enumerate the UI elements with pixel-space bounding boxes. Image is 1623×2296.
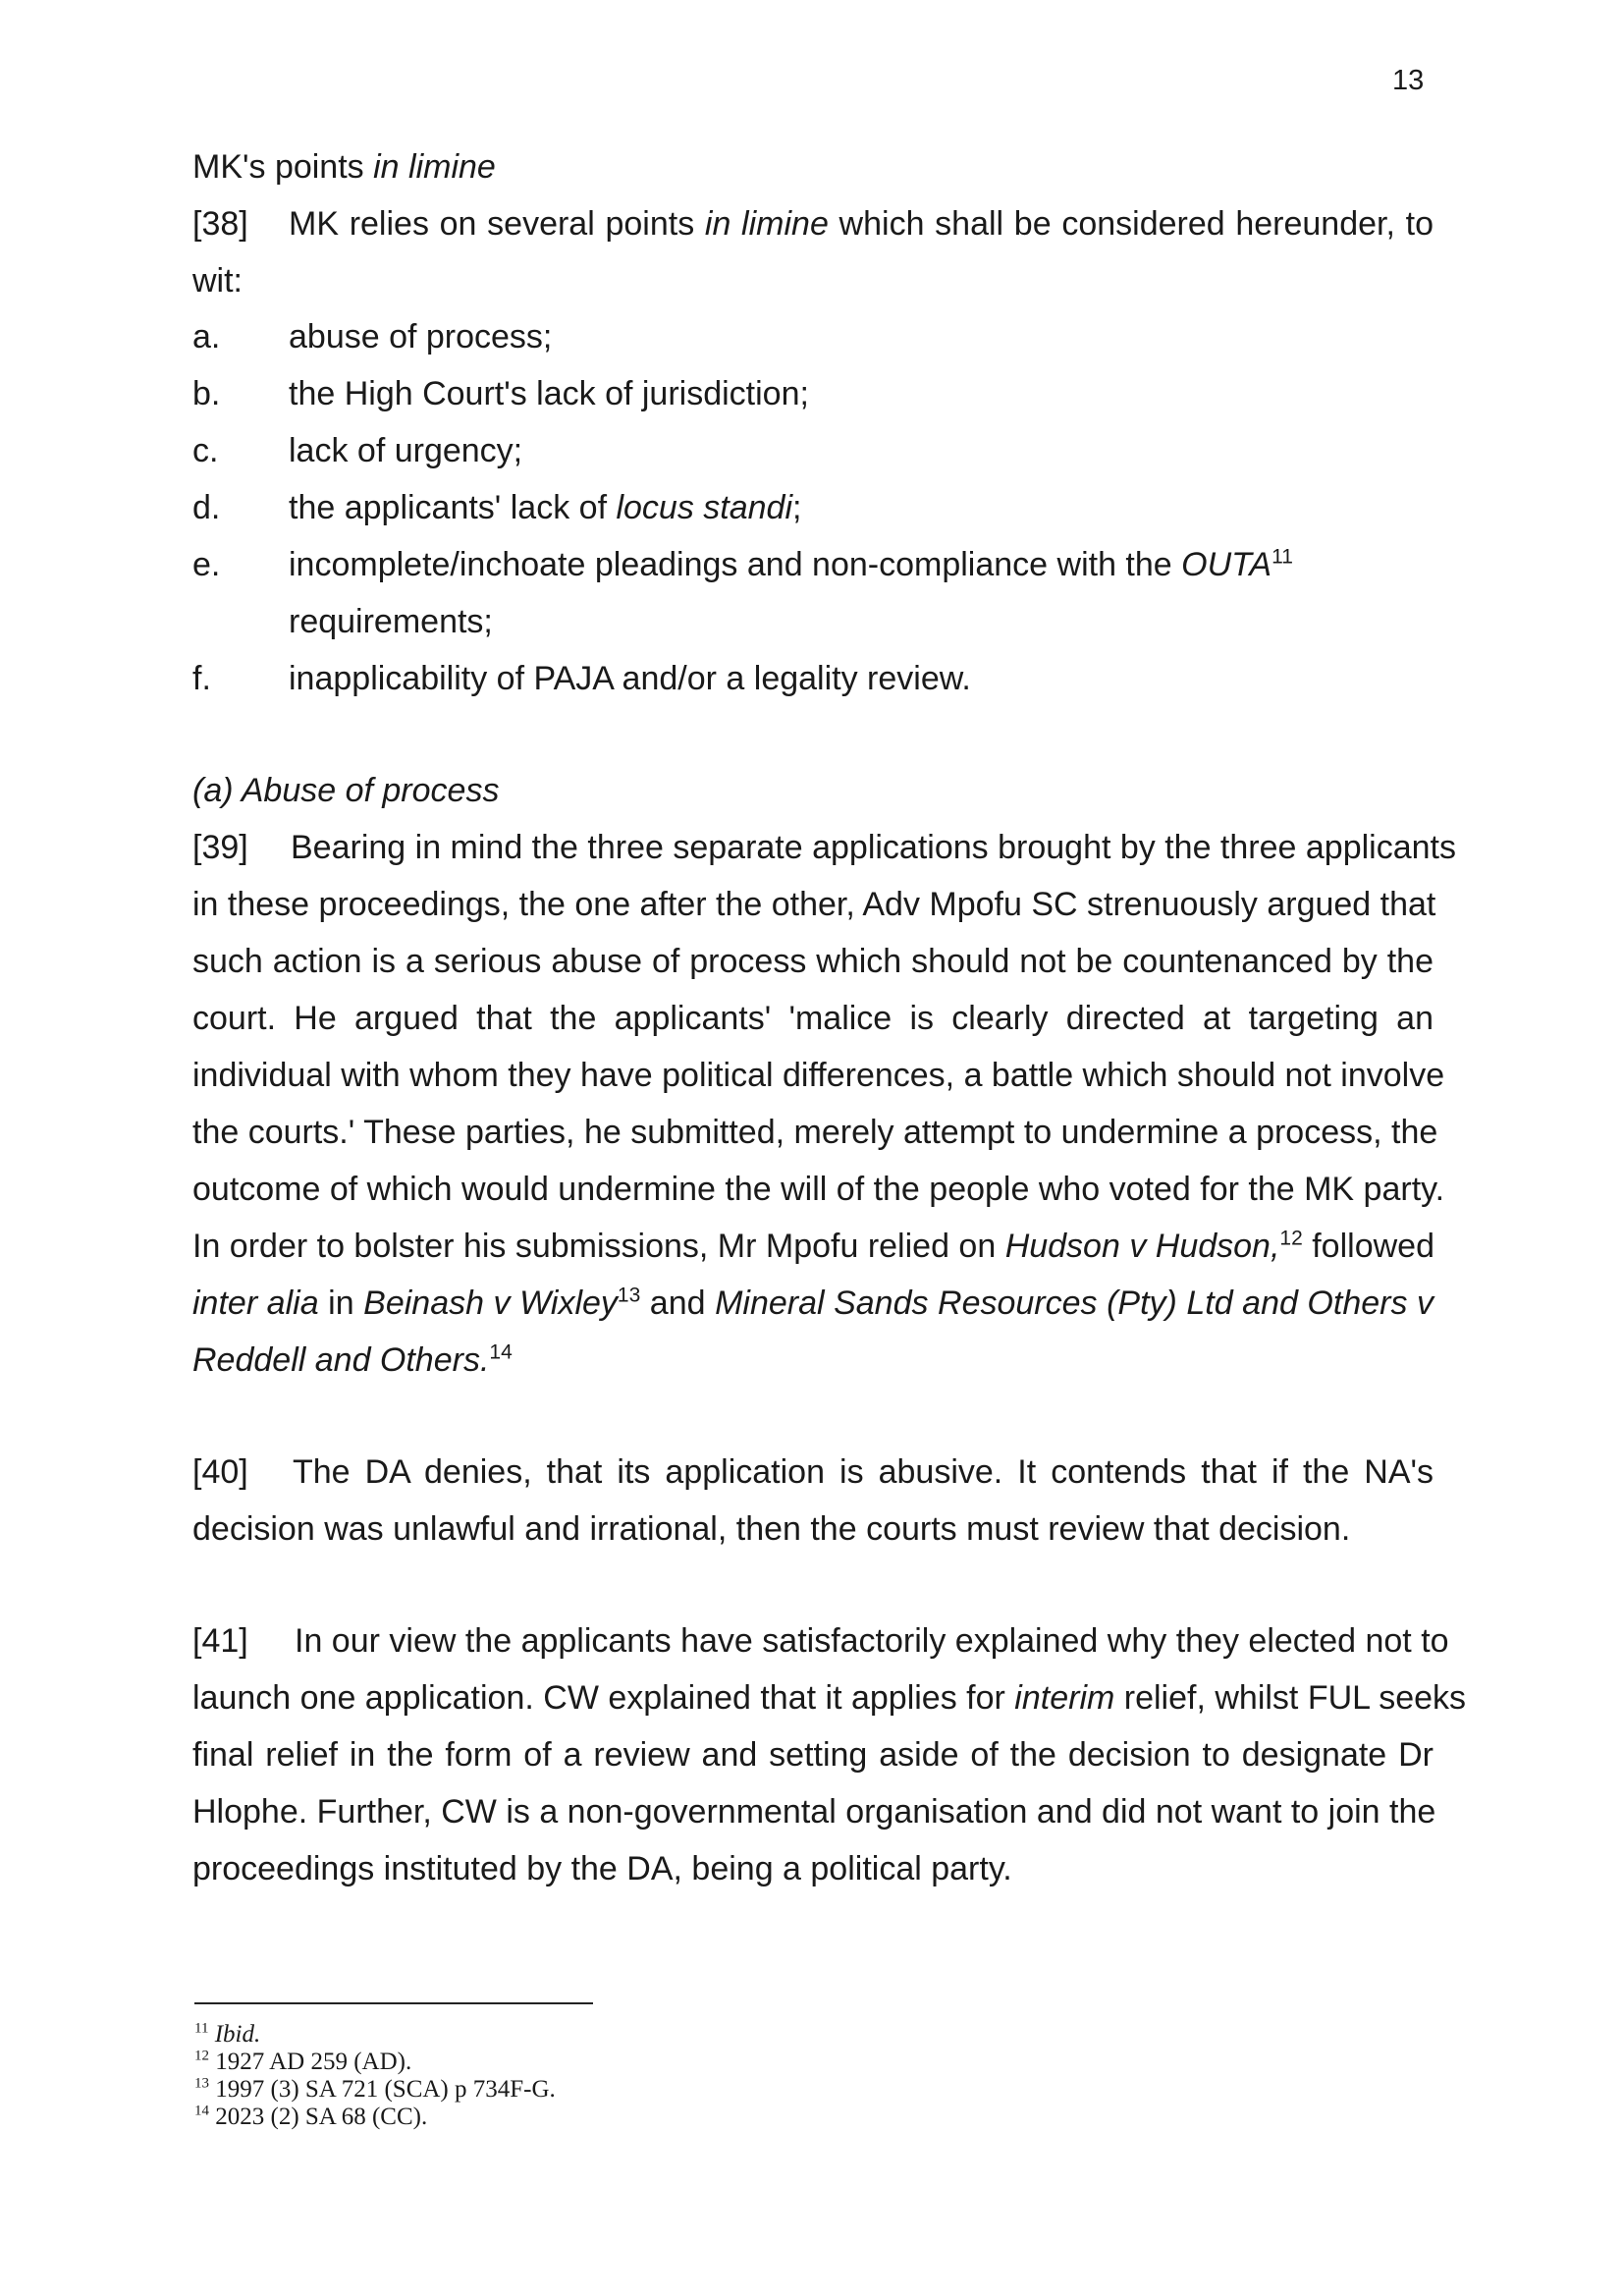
footnote-13: $^{13}$ 1997 (3) SA 721 (SCA) p 734F-G. [194,2075,556,2103]
footnote-14: $^{14}$ 2023 (2) SA 68 (CC). [194,2103,428,2130]
para-40-line-2: decision was unlawful and irrational, then the courts must review that decision. [192,1510,1351,1548]
list-item-letter: c. [192,432,219,469]
para-41-line-5: proceedings instituted by the DA, being a political party. [192,1850,1012,1887]
para-39-line-4: court. He argued that the applicants' 'malice is clearly directed at targeting an [192,1000,1434,1037]
list-item-text: the applicants' lack of locus standi; [289,489,802,526]
para-39-line-2: in these proceedings, the one after the other, Adv Mpofu SC strenuously argued that [192,886,1436,923]
para-number-41: [41] [192,1622,248,1660]
list-item-text: the High Court's lack of jurisdiction; [289,375,809,412]
footnote-separator [194,2002,593,2004]
list-item-letter: b. [192,375,221,412]
para-41-line-1: In our view the applicants have satisfactorily explained why they elected not to [295,1622,1449,1660]
para-39-line-3: such action is a serious abuse of process which should not be countenanced by the [192,943,1434,980]
para-41-line-2: launch one application. CW explained that it applies for interim relief, whilst FUL seeks [192,1679,1467,1717]
footnote-ref: 11 [1271,545,1293,569]
para-39-line-7: outcome of which would undermine the will of the people who voted for the MK party. [192,1171,1445,1208]
list-item-text-continued: requirements; [289,603,493,640]
footnote-ref: 13 [617,1284,641,1307]
para-41-line-3: final relief in the form of a review and setting aside of the decision to designate Dr [192,1736,1434,1774]
para-39-line-5: individual with whom they have political differences, a battle which should not involve [192,1057,1445,1094]
para-number-38: [38] [192,205,248,243]
list-item-text: abuse of process; [289,318,553,355]
para-40-line-1: The DA denies, that its application is abusive. It contends that if the NA's [293,1453,1434,1491]
para-39-line-10: Reddell and Others.$^{14}$ [192,1340,513,1379]
para-39-line-9: inter alia in Beinash v Wixley$^{13}$ and Mineral Sands Resources (Pty) Ltd and Others v [192,1284,1434,1322]
list-item-letter: a. [192,318,221,355]
list-item-text: inapplicability of PAJA and/or a legality review. [289,660,971,697]
list-item-letter: f. [192,660,211,697]
para-number-40: [40] [192,1453,248,1491]
para-38-line-2: wit: [192,262,243,300]
para-41-line-4: Hlophe. Further, CW is a non-governmental organisation and did not want to join the [192,1793,1436,1831]
footnote-11: $^{11}$ Ibid. [194,2020,261,2048]
footnote-12: $^{12}$ 1927 AD 259 (AD). [194,2048,412,2075]
para-39-line-8: In order to bolster his submissions, Mr Mpofu relied on Hudson v Hudson,$^{12}$ followed [192,1227,1434,1265]
para-38-line-1: MK relies on several points in limine which shall be considered hereunder, to [289,205,1434,243]
list-item-text: incomplete/inchoate pleadings and non-compliance with the OUTA$^{11}$ [289,545,1293,583]
list-item-letter: e. [192,546,221,583]
para-39-line-1: Bearing in mind the three separate applications brought by the three applicants [291,829,1456,866]
subsection-heading: (a) Abuse of process [192,772,500,809]
para-number-39: [39] [192,829,248,866]
para-39-line-6: the courts.' These parties, he submitted, merely attempt to undermine a process, the [192,1114,1438,1151]
list-item-text: lack of urgency; [289,432,523,469]
footnote-ref: 14 [489,1340,513,1364]
list-item-letter: d. [192,489,221,526]
footnote-ref: 12 [1279,1227,1303,1250]
page-number: 13 [1392,65,1425,96]
section-heading: MK's points in limine [192,148,496,186]
